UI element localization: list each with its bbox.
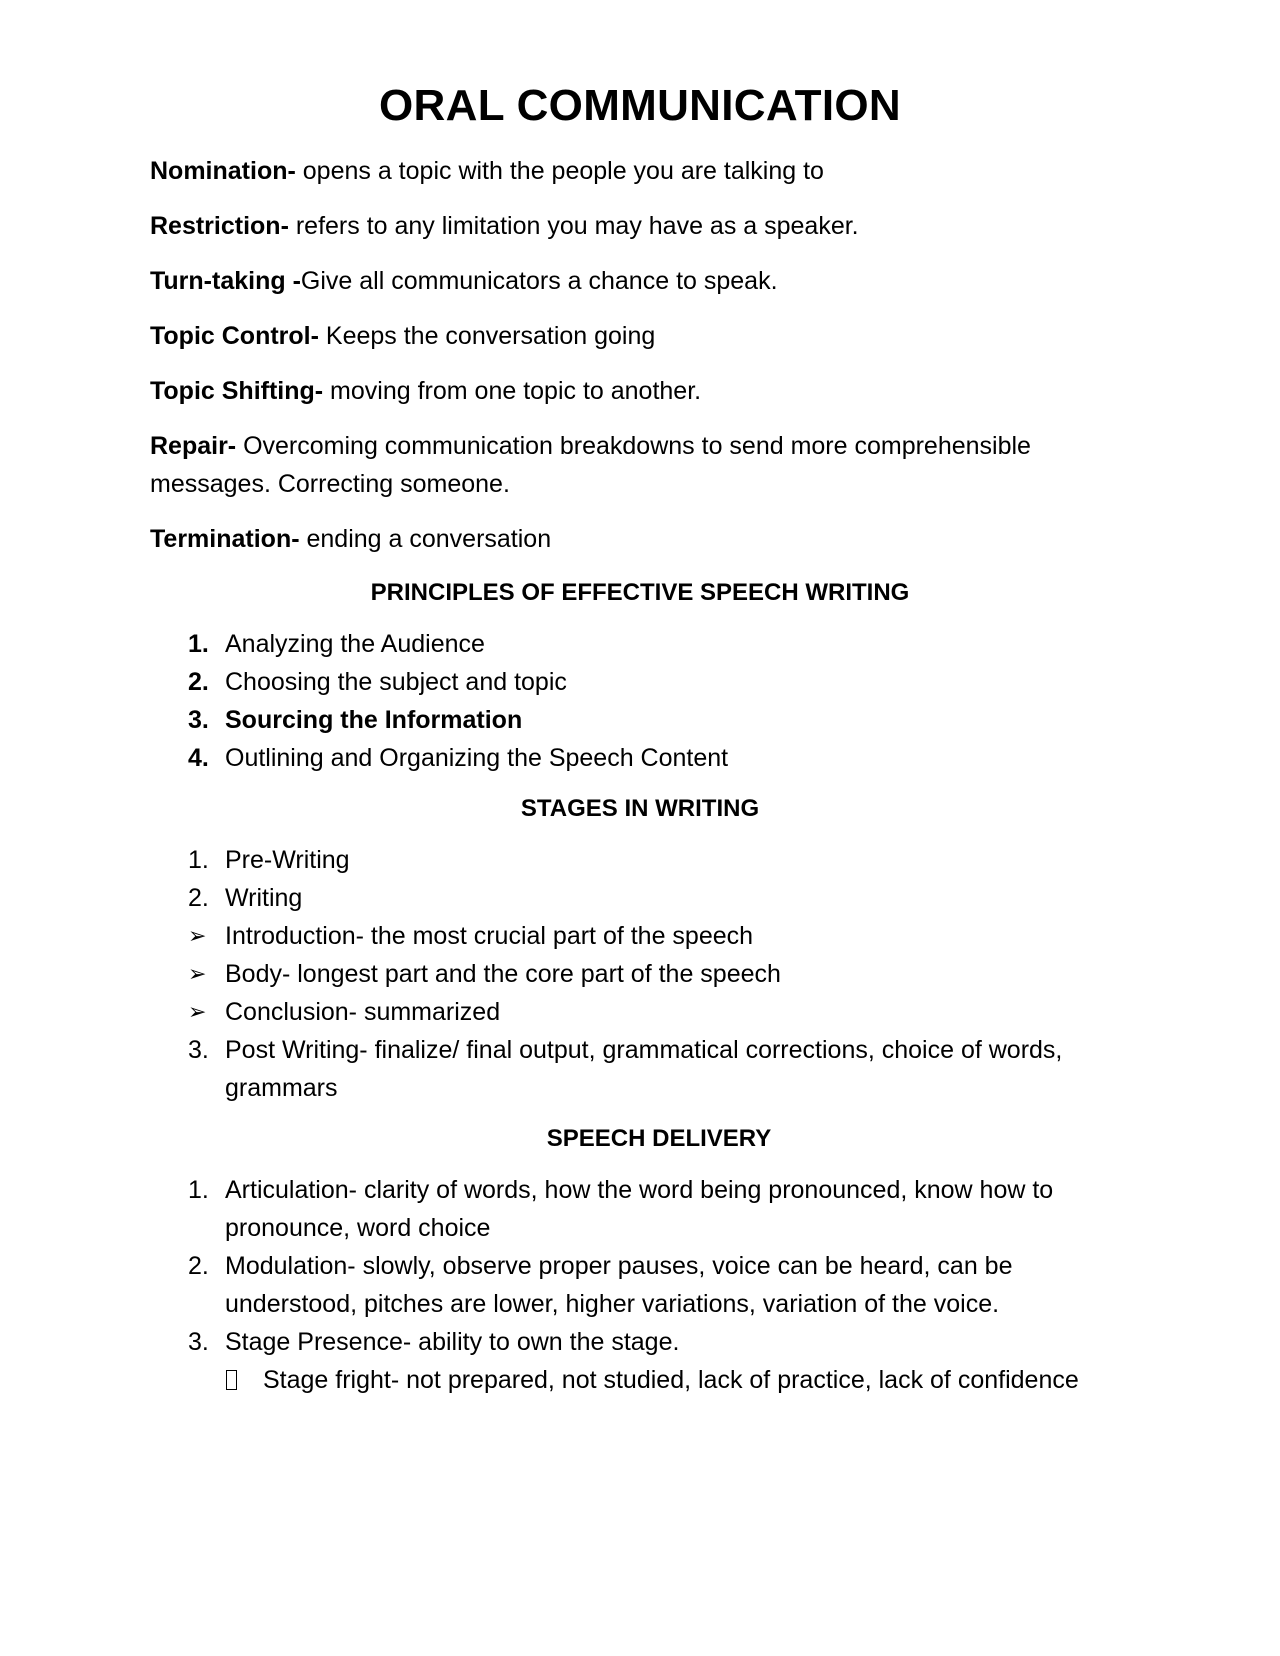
list-item-text: Writing bbox=[225, 884, 303, 912]
missing-glyph-bullet-icon bbox=[226, 1361, 256, 1399]
term-definition: Give all communicators a chance to speak. bbox=[300, 267, 778, 295]
list-item-text: Stage fright- not prepared, not studied, lack of practice, lack of confidence bbox=[263, 1366, 1079, 1394]
term-definition: refers to any limitation you may have as a speaker. bbox=[288, 212, 859, 240]
list-item-text: Analyzing the Audience bbox=[225, 630, 485, 658]
list-item-text: Choosing the subject and topic bbox=[225, 668, 567, 696]
list-item-text: Stage Presence- ability to own the stage. bbox=[225, 1328, 680, 1356]
list-number: 3. bbox=[188, 706, 209, 734]
delivery-heading: SPEECH DELIVERY bbox=[546, 1125, 772, 1152]
list-item-text: Body- longest part and the core part of the speech bbox=[225, 960, 781, 988]
term-definition: opens a topic with the people you are talking to bbox=[295, 157, 824, 185]
term-label: Topic Shifting- bbox=[150, 377, 324, 405]
term-nomination bbox=[150, 152, 1130, 190]
term-definition: moving from one topic to another. bbox=[323, 377, 702, 405]
terms-section bbox=[150, 152, 1130, 558]
arrow-bullet-icon: ➢ bbox=[188, 961, 207, 986]
list-item bbox=[150, 1247, 1130, 1323]
list-item bbox=[150, 917, 1130, 955]
arrow-bullet-icon: ➢ bbox=[188, 999, 207, 1024]
term-termination bbox=[150, 520, 1130, 558]
list-item bbox=[150, 993, 1130, 1031]
document-title: ORAL COMMUNICATION bbox=[379, 81, 901, 130]
list-item-text: Sourcing the Information bbox=[225, 706, 523, 734]
list-item bbox=[150, 1031, 1130, 1107]
stages-heading: STAGES IN WRITING bbox=[520, 795, 760, 822]
list-item bbox=[150, 663, 1130, 701]
delivery-list bbox=[150, 1171, 1130, 1399]
term-definition: ending a conversation bbox=[299, 525, 552, 553]
list-item-text: Conclusion- summarized bbox=[225, 998, 501, 1026]
term-label: Repair- bbox=[150, 432, 237, 460]
list-number: 1. bbox=[188, 630, 209, 658]
term-label: Topic Control- bbox=[150, 322, 319, 350]
term-label: Nomination- bbox=[150, 157, 296, 185]
list-item bbox=[150, 625, 1130, 663]
list-item bbox=[150, 841, 1130, 879]
list-item bbox=[150, 955, 1130, 993]
list-item-text: Outlining and Organizing the Speech Content bbox=[225, 744, 729, 772]
principles-heading: PRINCIPLES OF EFFECTIVE SPEECH WRITING bbox=[370, 579, 910, 606]
list-number: 3. bbox=[188, 1328, 209, 1356]
list-item bbox=[150, 1361, 1130, 1399]
list-number: 4. bbox=[188, 744, 209, 772]
term-label: Restriction- bbox=[150, 212, 289, 240]
term-restriction bbox=[150, 207, 1130, 245]
list-number: 1. bbox=[188, 1176, 209, 1204]
arrow-bullet-icon: ➢ bbox=[188, 923, 207, 948]
term-turn-taking bbox=[150, 262, 1130, 300]
list-number: 3. bbox=[188, 1036, 209, 1064]
list-item-text: Introduction- the most crucial part of the speech bbox=[225, 922, 754, 950]
list-number: 2. bbox=[188, 668, 209, 696]
stages-list bbox=[150, 841, 1130, 1107]
list-item-text: Post Writing- finalize/ final output, grammatical corrections, choice of words, grammars bbox=[225, 1036, 1063, 1102]
list-item-text: Modulation- slowly, observe proper pauses, voice can be heard, can be understood, pitches are lower, higher variations, variation of the voice. bbox=[225, 1252, 1013, 1318]
term-label: Termination- bbox=[150, 525, 300, 553]
list-number: 2. bbox=[188, 1252, 209, 1280]
list-item bbox=[150, 1171, 1130, 1247]
list-number: 1. bbox=[188, 846, 209, 874]
principles-list bbox=[150, 625, 1130, 777]
term-topic-shifting bbox=[150, 372, 1130, 410]
list-item bbox=[150, 1323, 1130, 1361]
list-item bbox=[150, 701, 1130, 739]
list-number: 2. bbox=[188, 884, 209, 912]
list-item bbox=[150, 879, 1130, 917]
term-label: Turn-taking - bbox=[150, 267, 301, 295]
term-definition: Keeps the conversation going bbox=[318, 322, 656, 350]
term-definition: Overcoming communication breakdowns to send more comprehensible messages. Correcting someone. bbox=[150, 432, 1031, 498]
list-item-text: Articulation- clarity of words, how the word being pronounced, know how to pronounce, word choice bbox=[225, 1176, 1054, 1242]
list-item-text: Pre-Writing bbox=[225, 846, 350, 874]
term-repair bbox=[150, 427, 1130, 503]
term-topic-control bbox=[150, 317, 1130, 355]
list-item bbox=[150, 739, 1130, 777]
